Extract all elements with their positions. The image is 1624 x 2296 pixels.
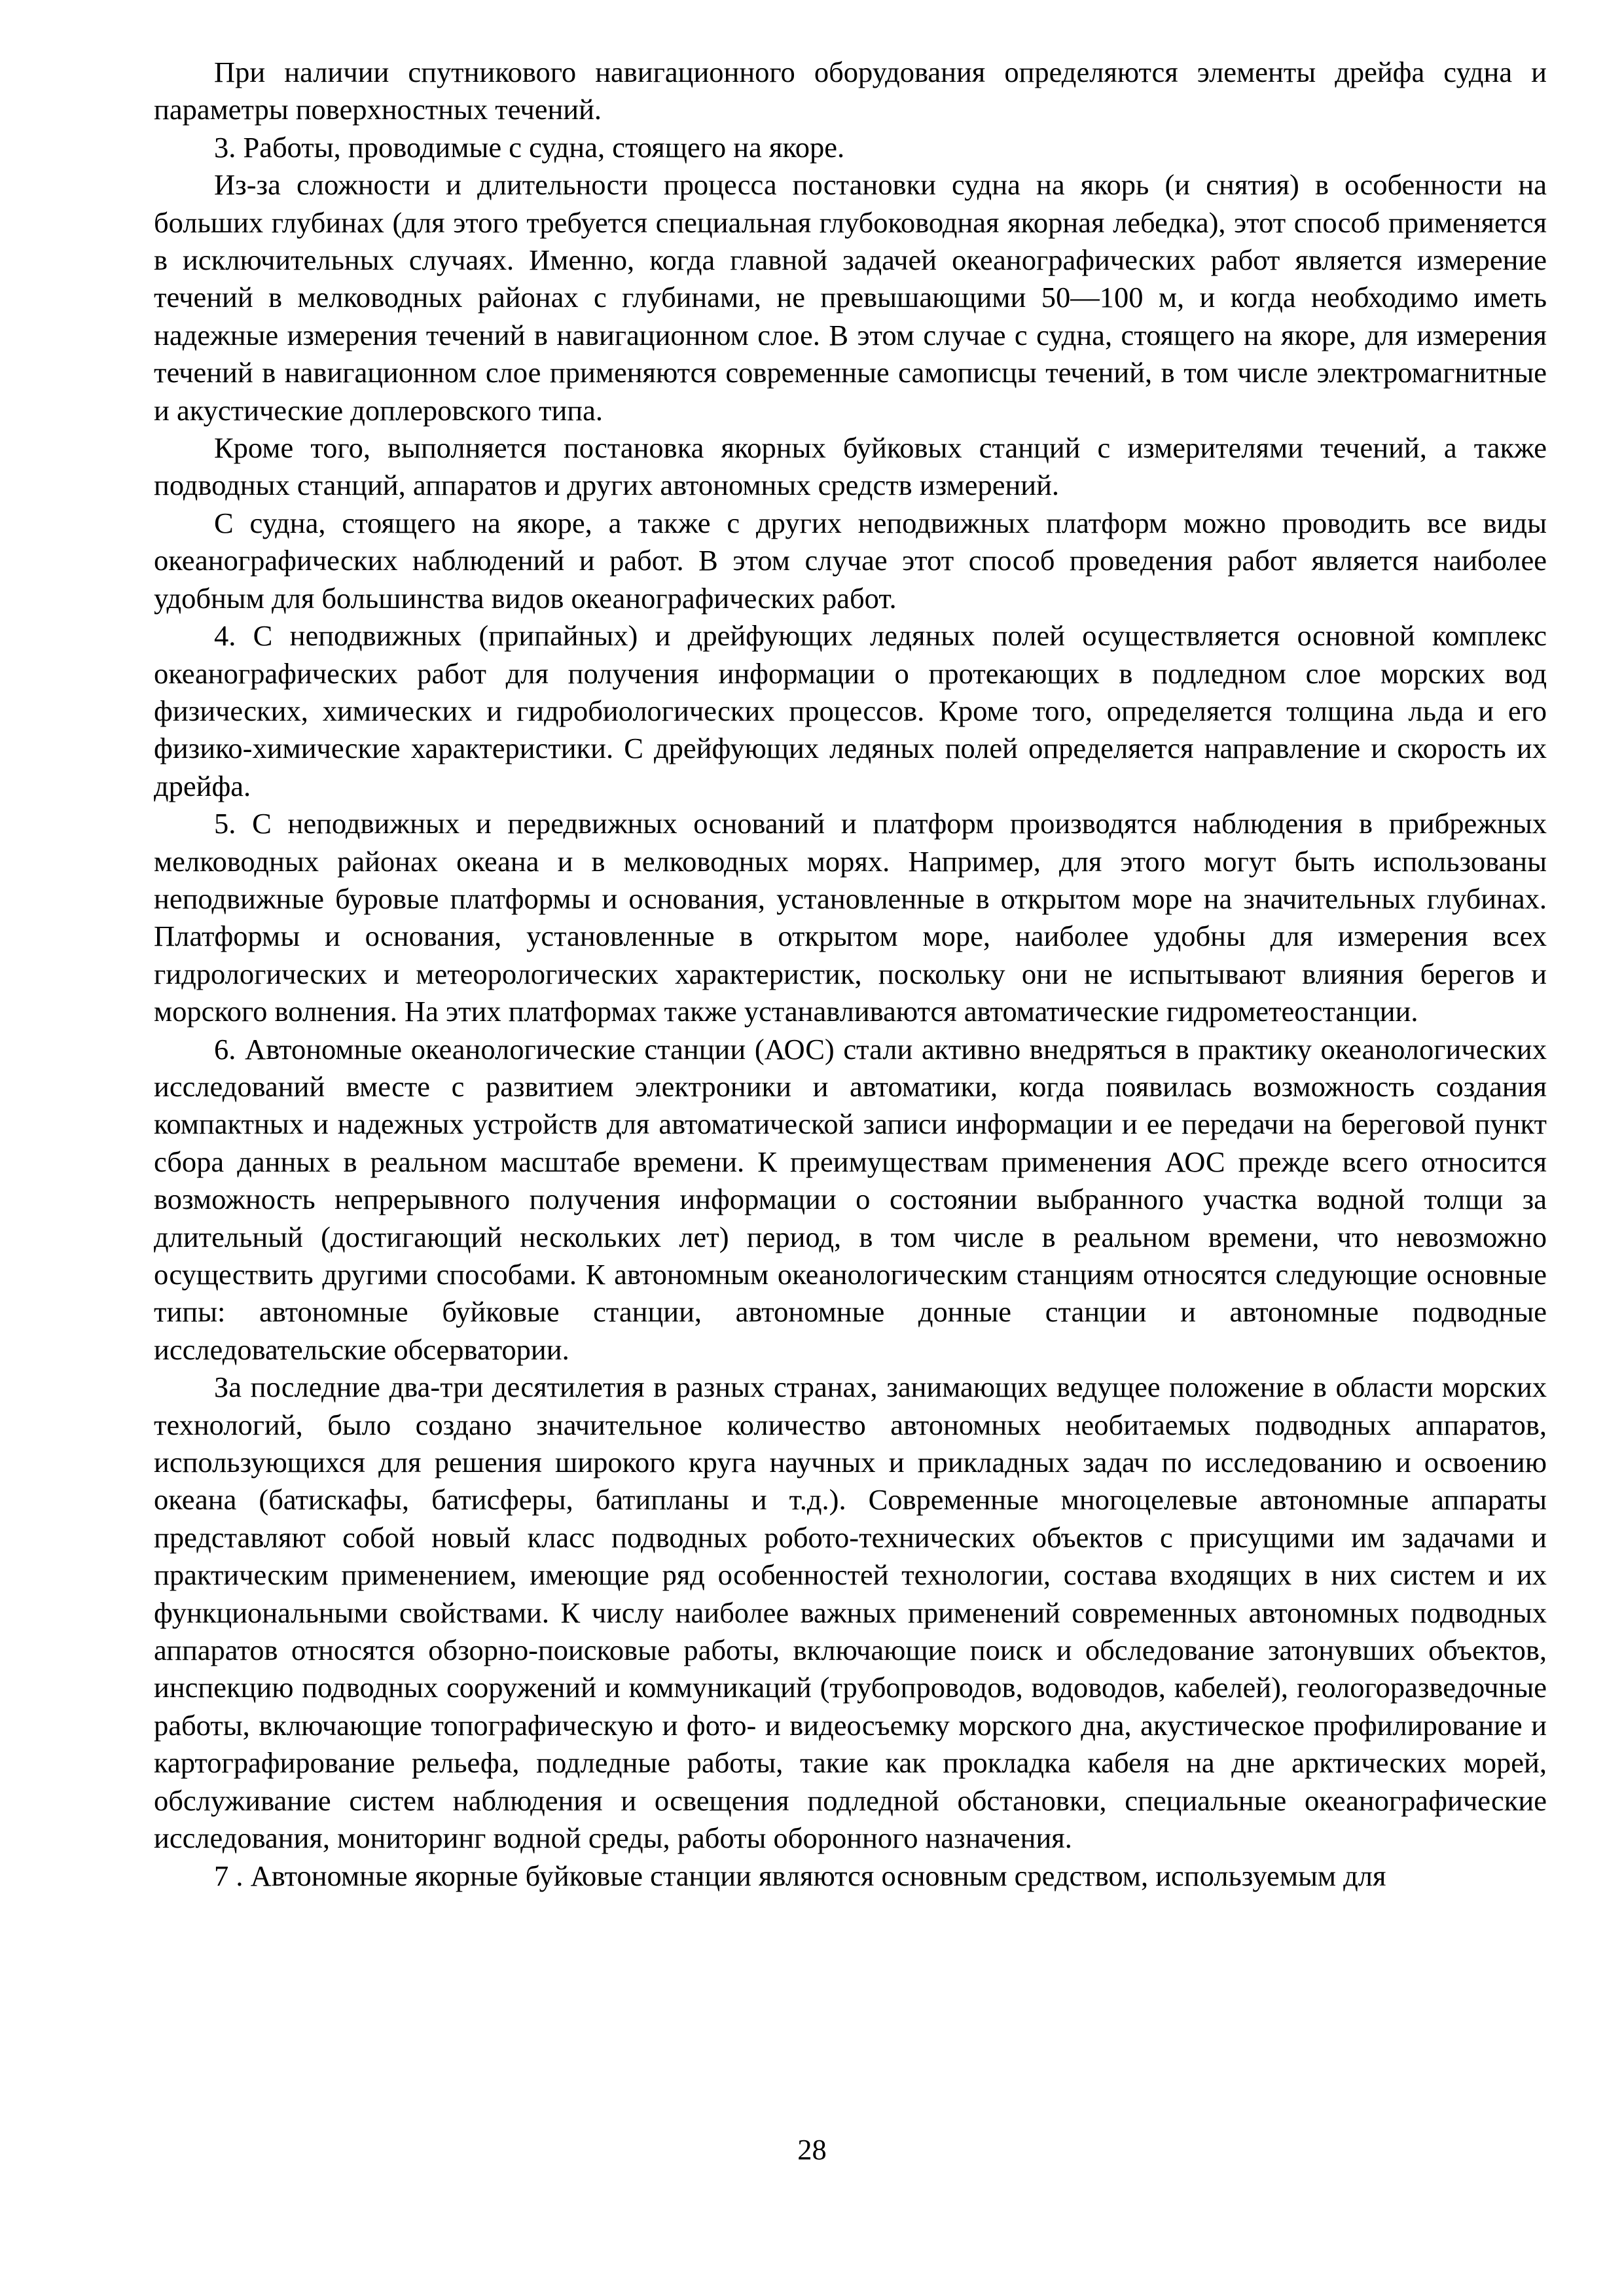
page-number: 28 (797, 2133, 827, 2166)
paragraph-mooring-buoy-stations: 7 . Автономные якорные буйковые станции являются основным средством, используемым для (214, 1859, 1386, 1892)
paragraph-mooring-stations: Кроме того, выполняется постановка якорных буйковых станций с измерителями течений, а также подводных станций, аппаратов и других автономных средств измерений. (154, 431, 1547, 502)
paragraph-ice-fields: 4. С неподвижных (припайных) и дрейфующих ледяных полей осуществляется основной комплекс океанографических работ для получения информации о протекающих в подледном слое морских вод физических, химических и гидробиологических процессов. Кроме того, определяется толщина льда и его физико-химические характеристики. С дрейфующих ледяных полей определяется направление и скорость их дрейфа. (154, 619, 1547, 802)
paragraph-heading-anchored-ship: 3. Работы, проводимые с судна, стоящего на якоре. (214, 130, 845, 164)
paragraph-autonomous-stations: 6. Автономные океанологические станции (АОС) стали активно внедряться в практику океанологических исследований вместе с развитием электроники и автоматики, когда появилась возможность создания компактных и надежных устройств для автоматической записи информации и ее передачи на береговой пункт сбора данных в реальном масштабе времени. К преимуществам применения АОС прежде всего относится возможность непрерывного получения информации о состоянии выбранного участка водной толщи за длительный (достигающий нескольких лет) период, в том числе в реальном времени, что невозможно осуществить другими способами. К автономным океанологическим станциям относятся следующие основные типы: автономные буйковые станции, автономные донные станции и автономные подводные исследовательские обсерватории. (154, 1032, 1547, 1366)
paragraph-fixed-platforms: С судна, стоящего на якоре, а также с других неподвижных платформ можно проводить все виды океанографических наблюдений и работ. В этом случае этот способ проведения работ является наиболее удобным для большинства видов океанографических работ. (154, 506, 1547, 615)
paragraph-anchoring-complexity: Из-за сложности и длительности процесса постановки судна на якорь (и снятия) в особенности на больших глубинах (для этого требуется специальная глубоководная якорная лебедка), этот способ применяется в исключительных случаях. Именно, когда главной задачей океанографических работ является измерение течений в мелководных районах с глубинами, не превышающими 50—100 м, и когда необходимо иметь надежные измерения течений в навигационном слое. В этом случае с судна, стоящего на якоре, для измерения течений в навигационном слое применяются современные самописцы течений, в том числе электромагнитные и акустические доплеровского типа. (154, 168, 1547, 427)
paragraph-underwater-vehicles: За последние два-три десятилетия в разных странах, занимающих ведущее положение в области морских технологий, было создано значительное количество автономных необитаемых подводных аппаратов, использующихся для решения широкого круга научных и прикладных задач по исследованию и освоению океана (батискафы, батисферы, батипланы и т.д.). Современные многоцелевые автономные аппараты представляют собой новый класс подводных робото-технических объектов с присущими им задачами и практическим применением, имеющие ряд особенностей технологии, состава входящих в них систем и их функциональными свойствами. К числу наиболее важных применений современных автономных подводных аппаратов относятся обзорно-поисковые работы, включающие поиск и обследование затонувших объектов, инспекцию подводных сооружений и коммуникаций (трубопроводов, водоводов, кабелей), геологоразведочные работы, включающие топографическую и фото- и видеосъемку морского дна, акустическое профилирование и картографирование рельефа, подледные работы, такие как прокладка кабеля на дне арктических морей, обслуживание систем наблюдения и освещения подледной обстановки, специальные океанографические исследования, мониторинг водной среды, работы оборонного назначения. (154, 1371, 1547, 1855)
paragraph-offshore-platforms: 5. С неподвижных и передвижных оснований и платформ производятся наблюдения в прибрежных мелководных районах океана и в мелководных морях. Например, для этого могут быть использованы неподвижные буровые платформы и основания, установленные в открытом море на значительных глубинах. Платформы и основания, установленные в открытом море, наиболее удобны для измерения всех гидрологических и метеорологических характеристик, поскольку они не испытывают влияния берегов и морского волнения. На этих платформах также устанавливаются автоматические гидрометеостанции. (154, 807, 1547, 1028)
paragraph-gps-drift: При наличии спутникового навигационного оборудования определяются элементы дрейфа судна и параметры поверхностных течений. (154, 56, 1547, 126)
body-text (154, 54, 1547, 1895)
